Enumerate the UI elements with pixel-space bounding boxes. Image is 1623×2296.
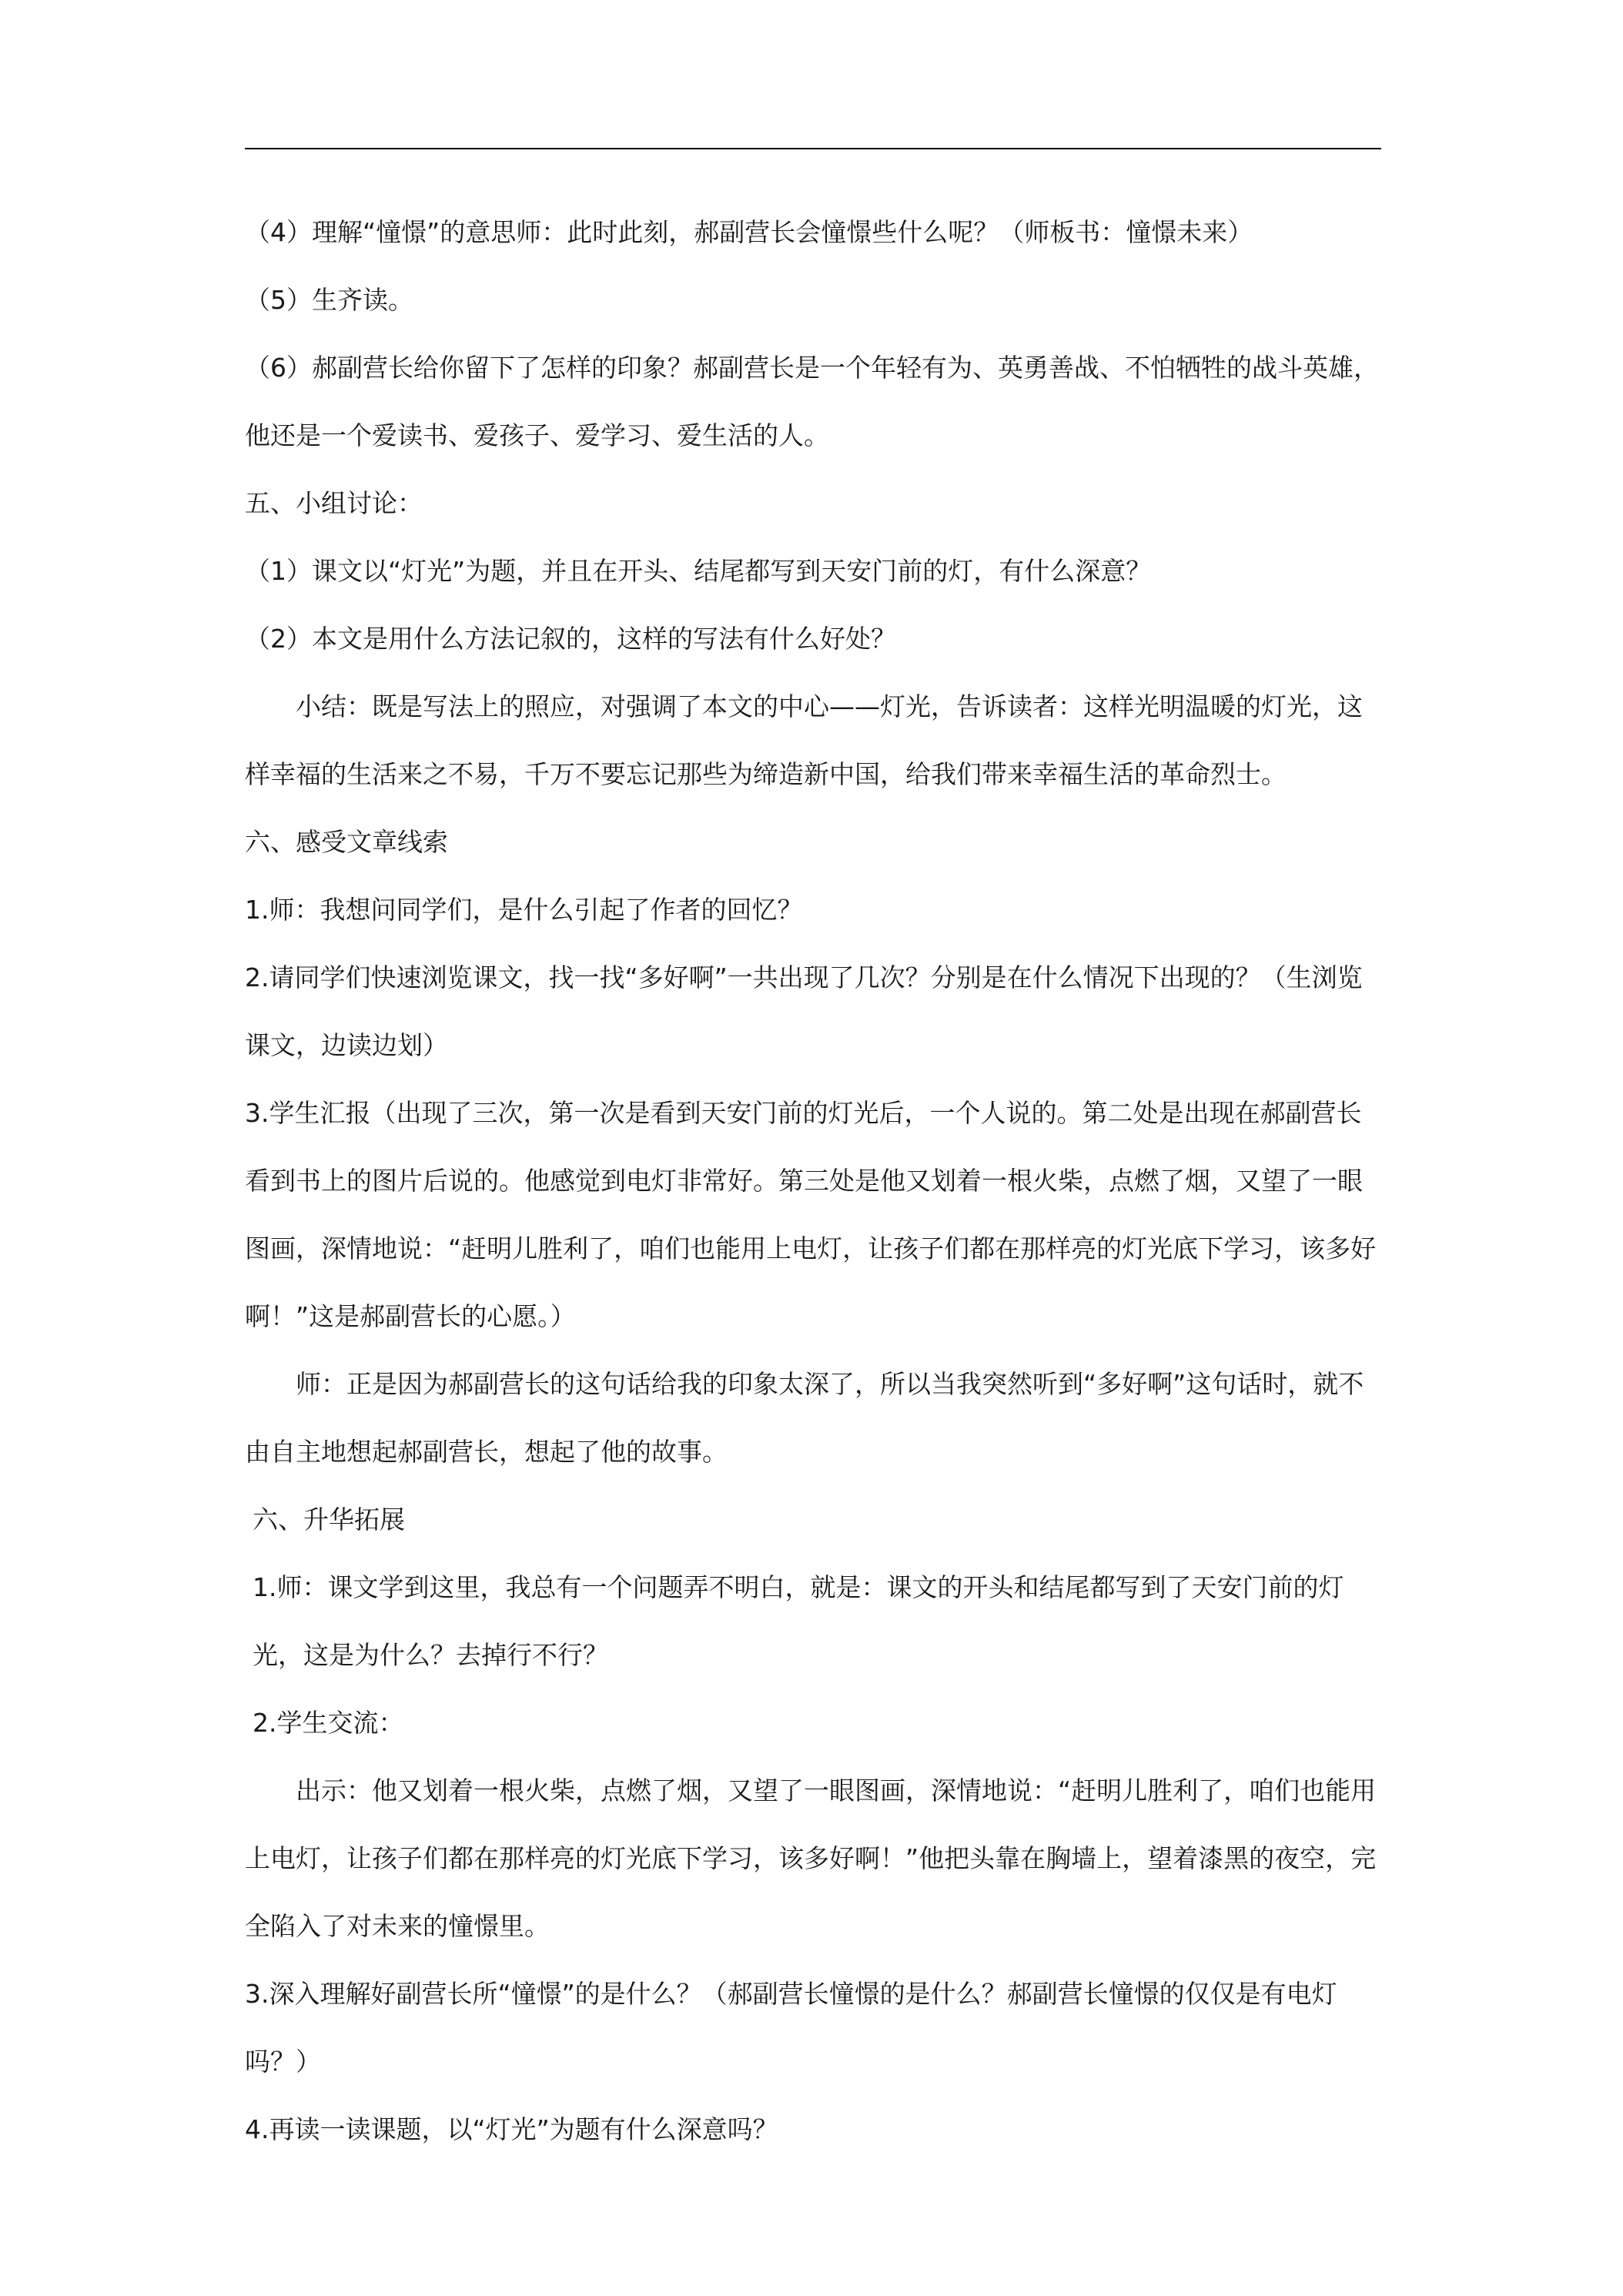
header-rule (245, 148, 1381, 149)
summary-paragraph: 小结：既是写法上的照应，对强调了本文的中心——灯光，告诉读者：这样光明温暖的灯光，这样幸福的生活来之不易，千万不要忘记那些为缔造新中国，给我们带来幸福生活的革命烈士。 (245, 691, 1363, 789)
section-heading-group-discussion: 五、小组讨论： (245, 488, 423, 518)
paragraph-6: （2）本文是用什么方法记叙的，这样的写法有什么好处？ (245, 624, 896, 654)
paragraph-17: 3.深入理解好副营长所“憧憬”的是什么？（郝副营长憧憬的是什么？郝副营长憧憬的仅仅是有电灯吗？） (245, 1979, 1337, 2077)
paragraph-15: 2.学生交流： (253, 1708, 404, 1738)
paragraph-9: 1.师：我想问同学们，是什么引起了作者的回忆？ (245, 895, 803, 925)
paragraph-14: 1.师：课文学到这里，我总有一个问题弄不明白，就是：课文的开头和结尾都写到了天安门前的灯光，这是为什么？去掉行不行？ (253, 1572, 1344, 1670)
paragraph-3: （6）郝副营长给你留下了怎样的印象？郝副营长是一个年轻有为、英勇善战、不怕牺牲的战斗英雄，他还是一个爱读书、爱孩子、爱学习、爱生活的人。 (245, 353, 1379, 450)
paragraph-18: 4.再读一读课题，以“灯光”为题有什么深意吗？ (245, 2114, 778, 2144)
paragraph-10: 2.请同学们快速浏览课文，找一找“多好啊”一共出现了几次？分别是在什么情况下出现的？（生浏览课文，边读边划） (245, 962, 1363, 1060)
paragraph-2: （5）生齐读。 (245, 285, 413, 315)
paragraph-11: 3.学生汇报（出现了三次，第一次是看到天安门前的灯光后，一个人说的。第二处是出现在郝副营长看到书上的图片后说的。他感觉到电灯非常好。第三处是他又划着一根火柴，点燃了烟，又望了一眼图画，深情地说：“赶明儿胜利了，咱们也能用上电灯，让孩子们都在那样亮的灯光底下学习，该多好啊！”这是郝副营长的心愿。） (245, 1098, 1377, 1331)
quote-paragraph: 出示：他又划着一根火柴，点燃了烟，又望了一眼图画，深情地说：“赶明儿胜利了，咱们也能用上电灯，让孩子们都在那样亮的灯光底下学习，该多好啊！”他把头靠在胸墙上，望着漆黑的夜空，完全陷入了对未来的憧憬里。 (245, 1776, 1377, 1941)
section-heading-extension: 六、升华拓展 (253, 1504, 405, 1535)
section-heading-clue: 六、感受文章线索 (245, 827, 448, 857)
paragraph-5: （1）课文以“灯光”为题，并且在开头、结尾都写到天安门前的灯，有什么深意？ (245, 556, 1152, 586)
teacher-paragraph: 师：正是因为郝副营长的这句话给我的印象太深了，所以当我突然听到“多好啊”这句话时，就不由自主地想起郝副营长，想起了他的故事。 (245, 1369, 1364, 1467)
paragraph-1: （4）理解“憧憬”的意思师：此时此刻，郝副营长会憧憬些什么呢？（师板书：憧憬未来） (245, 217, 1253, 247)
document-body (245, 199, 1381, 2164)
